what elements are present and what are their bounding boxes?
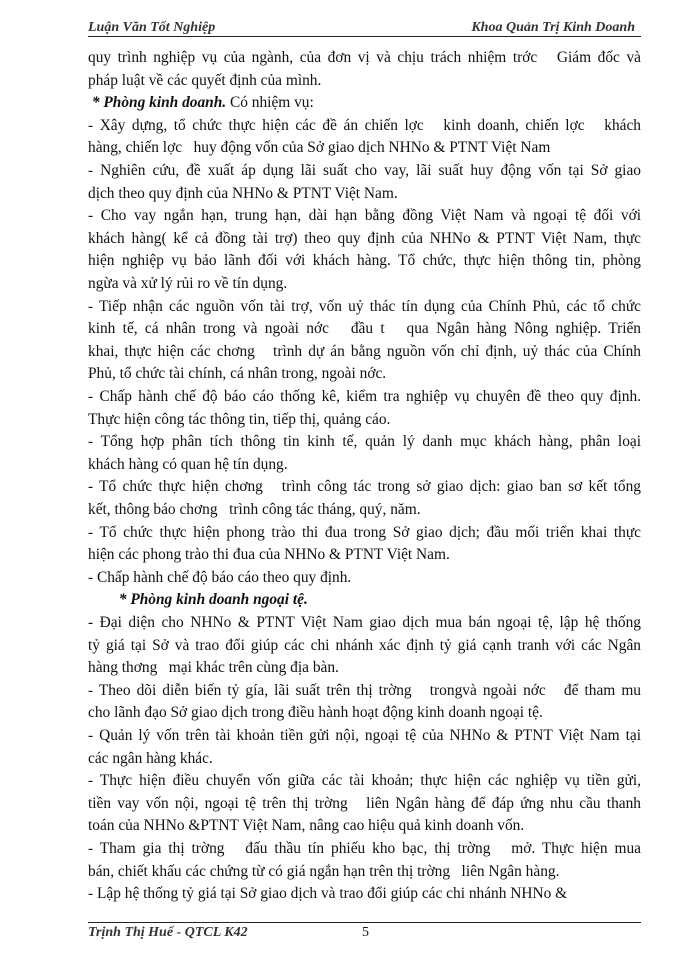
- line-text: hàng thơng mại khác trên cùng địa bàn.: [88, 659, 339, 677]
- text-line: [88, 500, 421, 520]
- text-line: [88, 274, 287, 294]
- text-line: [88, 455, 288, 475]
- line-text: hiện nghiệp vụ bảo lãnh đối với khách hàng. Tổ chức, thực hiện thông tin, phòng: [88, 252, 641, 270]
- text-line: [88, 297, 641, 317]
- text-line: [88, 432, 641, 452]
- line-text: - Xây dựng, tổ chức thực hiện các đề án chiến lợc kinh doanh, chiến lợc khách: [88, 116, 641, 134]
- line-text: ngừa và xử lý rủi ro về tín dụng.: [88, 275, 288, 292]
- line-text: - Quản lý vốn trên tài khoản tiền gửi nội, ngoại tệ của NHNo & PTNT Việt Nam tại: [88, 727, 641, 744]
- text-line: [88, 658, 339, 678]
- text-line: [88, 206, 641, 226]
- text-line: [88, 71, 321, 91]
- line-text: - Cho vay ngắn hạn, trung hạn, dài hạn bằng đồng Việt Nam và ngoại tệ đối với: [88, 207, 641, 225]
- text-line: [88, 184, 398, 204]
- section-heading: * Phòng kinh doanh.: [88, 94, 227, 112]
- text-line: [88, 568, 351, 588]
- line-text: hàng, chiến lợc huy động vốn của Sở giao dịch NHNo & PTNT Việt Nam: [88, 139, 551, 157]
- line-text: bán, chiết khấu các chứng từ có giá ngắn hạn trên thị trờng liên Ngân hàng.: [88, 862, 560, 880]
- text-line: [88, 48, 641, 68]
- text-line: [88, 884, 567, 904]
- text-line: [88, 116, 641, 136]
- line-text: - Tổ chức thực hiện phong trào thi đua trong Sở giao dịch; đầu mối triển khai thực: [88, 523, 641, 541]
- footer-author: Trịnh Thị Huế - QTCL K42: [88, 925, 248, 940]
- page-number: 5: [362, 925, 369, 940]
- page-header: [88, 14, 641, 37]
- text-line: [88, 749, 213, 769]
- line-text: - Tổng hợp phân tích thông tin kinh tế, quản lý danh mục khách hàng, phân loại: [88, 433, 641, 451]
- line-text: Thực hiện công tác thông tin, tiếp thị, quảng cáo.: [88, 410, 391, 428]
- text-line: [88, 93, 314, 113]
- line-text: cho lãnh đạo Sở giao dịch trong điều hành hoạt động kinh doanh ngoại tệ.: [88, 704, 543, 722]
- line-text: khai, thực hiện các chơng trình dự án bằng nguồn vốn chỉ định, uỷ thác của Chính: [88, 342, 641, 360]
- text-line: [88, 703, 543, 723]
- text-line: [88, 816, 524, 836]
- page-footer: [88, 922, 641, 941]
- line-text: dịch theo quy định của NHNo & PTNT Việt Nam.: [88, 184, 398, 202]
- text-line: [88, 138, 550, 158]
- line-text: kinh tế, cá nhân trong và ngoài nớc đầu t qua Ngân hàng Nông nghiệp. Triển: [88, 320, 641, 338]
- text-line: [88, 794, 641, 814]
- line-text: tỷ giá tại Sở và trao đổi giúp các chi nhánh xác định tỷ giá cạnh tranh với các Ngân: [88, 636, 641, 654]
- line-text: - Lập hệ thống tỷ giá tại Sở giao dịch và trao đổi giúp các chi nhánh NHNo &: [88, 885, 568, 903]
- text-line: [88, 410, 390, 430]
- line-text: tiền vay vốn nội, ngoại tệ trên thị trờng liên Ngân hàng để đáp ứng nhu cầu thanh: [88, 794, 641, 812]
- text-line: [88, 523, 641, 543]
- line-text: toán của NHNo &PTNT Việt Nam, nâng cao hiệu quả kinh doanh vốn.: [88, 817, 525, 835]
- text-line: [88, 636, 641, 656]
- line-text: quy trình nghiệp vụ của ngành, của đơn vị và chịu trách nhiệm trớc Giám đốc và: [88, 49, 641, 66]
- text-line: [88, 681, 641, 701]
- text-line: [88, 590, 308, 610]
- text-line: [88, 342, 641, 362]
- text-line: [88, 839, 641, 859]
- line-text: các ngân hàng khác.: [88, 749, 213, 767]
- text-line: [88, 251, 641, 271]
- section-heading: * Phòng kinh doanh ngoại tệ.: [88, 591, 308, 609]
- text-line: [88, 229, 641, 249]
- text-line: [88, 545, 450, 565]
- line-text: Có nhiệm vụ:: [226, 94, 314, 112]
- text-line: [88, 613, 641, 633]
- line-text: - Thực hiện điều chuyển vốn giữa các tài khoản; thực hiện các nghiệp vụ tiền gửi,: [88, 772, 641, 790]
- text-line: [88, 862, 559, 882]
- text-line: [88, 364, 386, 384]
- header-thesis-label: Luận Văn Tốt Nghiệp: [88, 20, 216, 35]
- line-text: hiện các phong trào thi đua của NHNo & PTNT Việt Nam.: [88, 546, 450, 564]
- line-text: - Nghiên cứu, đề xuất áp dụng lãi suất cho vay, lãi suất huy động vốn tại Sở giao: [88, 162, 641, 179]
- line-text: - Tổ chức thực hiện chơng trình công tác trong sở giao dịch: giao ban sơ kết tổng: [88, 478, 641, 496]
- text-line: [88, 387, 641, 407]
- line-text: khách hàng( kể cả đồng tài trợ) theo quy định của NHNo & PTNT Việt Nam, thực: [88, 229, 641, 247]
- text-line: [88, 771, 641, 791]
- line-text: pháp luật về các quyết định của mình.: [88, 71, 322, 89]
- line-text: Phủ, tổ chức tài chính, cá nhân trong, ngoài nớc.: [88, 365, 387, 383]
- line-text: kết, thông báo chơng trình công tác tháng, quý, năm.: [88, 501, 421, 518]
- text-line: [88, 161, 641, 181]
- text-line: [88, 726, 641, 746]
- line-text: - Đại diện cho NHNo & PTNT Việt Nam giao dịch mua bán ngoại tệ, lập hệ thống: [88, 614, 641, 631]
- line-text: - Chấp hành chế độ báo cáo thống kê, kiểm tra nghiệp vụ chuyên đề theo quy định.: [88, 388, 641, 405]
- text-line: [88, 477, 641, 497]
- line-text: - Tham gia thị trờng đấu thầu tín phiếu kho bạc, thị trờng mở. Thực hiện mua: [88, 840, 641, 857]
- line-text: - Chấp hành chế độ báo cáo theo quy định.: [88, 568, 352, 586]
- line-text: - Theo dõi diễn biến tỷ gía, lãi suất trên thị trờng trongvà ngoài nớc để tham mu: [88, 681, 641, 699]
- header-faculty-label: Khoa Quản Trị Kinh Doanh: [471, 20, 635, 35]
- line-text: khách hàng có quan hệ tín dụng.: [88, 455, 288, 473]
- text-line: [88, 319, 641, 339]
- line-text: - Tiếp nhận các nguồn vốn tài trợ, vốn uỷ thác tín dụng của Chính Phủ, các tổ chức: [88, 297, 641, 315]
